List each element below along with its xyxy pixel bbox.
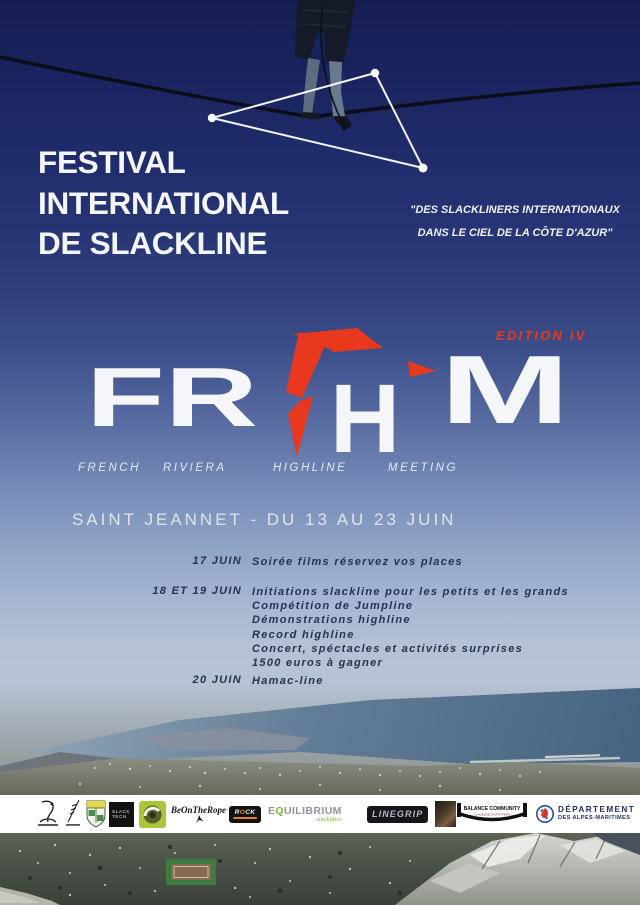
sponsor-logo-bar — [0, 795, 640, 834]
schedule-item: Compétition de Jumpline — [252, 600, 414, 613]
linegrip-logo — [367, 795, 428, 833]
departement-text-2: DES ALPES-MARITIMES — [558, 815, 631, 822]
title-line-3: DE SLACKLINE — [38, 225, 268, 261]
sponsor-eye-circle-logo — [139, 795, 166, 833]
slack-tech-logo — [109, 795, 134, 833]
logo-letter-h: H — [330, 364, 401, 465]
schedule-item: Hamac-line — [252, 675, 324, 687]
balance-community-subtext: SLACKLINE OUTFITTERS — [473, 812, 511, 817]
logo-letter-m: M — [440, 335, 570, 444]
valley-and-rocks-photo — [0, 833, 640, 905]
logo-word-french: FRENCH — [78, 462, 141, 474]
location-dates-line: SAINT JEANNET - DU 13 AU 23 JUIN — [72, 510, 457, 529]
schedule-item: Soirée films réservez vos places — [252, 556, 463, 568]
equilibrium-text-e: E — [268, 805, 276, 817]
sponsor-feather-logo — [64, 795, 82, 833]
logo-letters-fr: FR — [86, 350, 258, 444]
rock-orange-bar — [233, 817, 257, 819]
climber-silhouette-icon — [193, 815, 205, 824]
equilibrium-subtext: slacklines — [316, 816, 342, 823]
rock-logo — [229, 795, 261, 833]
slackliner-legs-image — [295, 0, 355, 130]
balance-community-logo — [457, 795, 527, 833]
rock-text-o: O — [239, 809, 246, 816]
sponsor-bird-sketch-logo — [34, 795, 62, 833]
slack-tech-text-1: SLACK — [112, 808, 131, 814]
edition-label: EDITION IV — [496, 328, 587, 343]
rock-text-r: R — [234, 809, 240, 816]
rock-text-ck: CK — [245, 809, 256, 816]
balance-community-text: BALANCE COMMUNITY — [463, 806, 521, 812]
schedule-item: Initiations slackline pour les petits et les grands — [252, 586, 569, 598]
slack-tech-text-2: TECH — [112, 814, 127, 819]
schedule-date: 20 JUIN — [192, 674, 242, 686]
schedule-item: Record highline — [252, 628, 355, 641]
logo-word-highline: HIGHLINE — [273, 462, 348, 474]
slackline-line — [0, 57, 640, 117]
logo-word-riviera: RIVIERA — [163, 462, 227, 474]
title-line-2: INTERNATIONAL — [38, 184, 289, 221]
quote-line-2: DANS LE CIEL DE LA CÔTE D'AZUR" — [417, 226, 613, 239]
departement-alpes-maritimes-logo — [536, 795, 635, 833]
linegrip-text: LINEGRIP — [372, 809, 424, 819]
schedule-item: 1500 euros à gagner — [252, 657, 384, 670]
title-line-1: FESTIVAL — [38, 144, 186, 180]
departement-text-1: DÉPARTEMENT — [558, 805, 636, 815]
schedule-date: 18 ET 19 JUIN — [152, 585, 242, 597]
equilibrium-logo — [268, 795, 342, 833]
schedule-item: Démonstrations highline — [252, 614, 411, 627]
be-on-the-rope-logo — [171, 795, 226, 833]
poster-title — [38, 142, 289, 264]
be-on-the-rope-text: BeOnTheRope — [171, 804, 226, 815]
saint-jeannet-crest-logo — [86, 795, 106, 833]
departement-emblem-icon — [536, 805, 554, 823]
rocks-graphic — [0, 833, 640, 905]
logo-word-meeting: MEETING — [388, 462, 458, 474]
sponsor-photo-logo — [435, 795, 456, 833]
schedule-item: Concert, spéctacles et activités surprises — [252, 642, 524, 655]
equilibrium-text-q: Q — [275, 805, 284, 817]
quote-line-1: "DES SLACKLINERS INTERNATIONAUX — [410, 204, 620, 216]
tagline-quote — [392, 199, 638, 244]
schedule-date: 17 JUIN — [192, 555, 242, 567]
equilibrium-text-rest: UILIBRIUM — [283, 805, 342, 817]
